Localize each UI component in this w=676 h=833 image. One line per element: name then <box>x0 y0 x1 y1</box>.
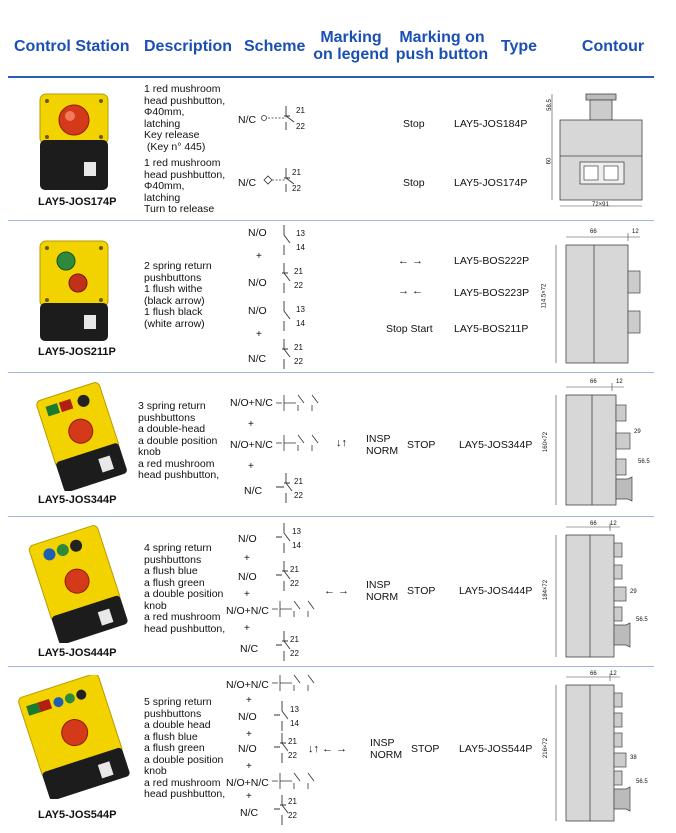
plus-sign: + <box>248 419 254 430</box>
table-row <box>0 78 676 220</box>
no-nc-contact-symbol <box>272 769 320 793</box>
model-label: LAY5-JOS344P <box>38 494 117 506</box>
terminal-number: 14 <box>290 719 299 728</box>
button-marking: STOP <box>411 743 440 755</box>
terminal-number: 14 <box>292 541 301 550</box>
description-text: 1 red mushroom head pushbutton, Φ40mm, latching Key release (Key n° 445) <box>144 83 226 153</box>
no-nc-contact-symbol <box>272 597 320 621</box>
dimension-label: 184×72 <box>543 579 550 601</box>
type-code: LAY5-JOS184P <box>454 118 528 130</box>
terminal-number: 22 <box>292 184 301 193</box>
legend-text: INSP <box>370 737 395 749</box>
button-marking: STOP <box>407 585 436 597</box>
contour-drawing <box>548 671 648 827</box>
legend-text: NORM <box>366 591 399 603</box>
terminal-number: 13 <box>290 705 299 714</box>
contact-tag: N/C <box>238 177 257 189</box>
contact-tag: N/O <box>248 277 267 289</box>
type-code: LAY5-JOS344P <box>459 439 533 451</box>
type-code: LAY5-JOS544P <box>459 743 533 755</box>
terminal-number: 22 <box>288 751 297 760</box>
plus-sign: + <box>256 251 262 262</box>
contact-tag: N/O+N/C <box>226 605 269 617</box>
table-row <box>0 517 676 666</box>
dimension-label: 216×72 <box>543 737 550 759</box>
dimension-label: 60 <box>546 157 553 165</box>
terminal-number: 13 <box>296 229 305 238</box>
model-label: LAY5-JOS544P <box>38 809 117 821</box>
contact-tag: N/O+N/C <box>226 777 269 789</box>
nc-contact-symbol <box>280 263 294 293</box>
contact-tag: N/C <box>240 643 259 655</box>
model-label: LAY5-JOS444P <box>38 647 117 659</box>
header-button-line2: push button <box>395 46 489 63</box>
terminal-number: 13 <box>292 527 301 536</box>
terminal-number: 22 <box>290 649 299 658</box>
nc-contact-symbol <box>280 339 294 369</box>
dimension-label: 56.5 <box>636 779 648 785</box>
contact-tag: N/C <box>240 807 259 819</box>
terminal-number: 21 <box>294 267 303 276</box>
plus-sign: + <box>248 461 254 472</box>
contact-tag: N/O+N/C <box>230 397 273 409</box>
contour-drawing <box>548 379 648 513</box>
terminal-number: 21 <box>288 797 297 806</box>
dimension-label: 29 <box>634 429 641 435</box>
no-nc-contact-symbol <box>276 391 324 415</box>
header-button-line1: Marking on <box>399 29 485 46</box>
terminal-number: 22 <box>294 281 303 290</box>
terminal-number: 21 <box>290 565 299 574</box>
contact-tag: N/O <box>238 711 257 723</box>
legend-arrows: ↓↑ ← → <box>308 743 348 755</box>
dimension-label: 12 <box>610 521 617 527</box>
terminal-number: 21 <box>292 168 301 177</box>
table-row <box>0 667 676 833</box>
dimension-label: 12 <box>610 671 617 677</box>
button-marking: Stop Start <box>386 323 433 335</box>
terminal-number: 22 <box>288 811 297 820</box>
dimension-label: 66 <box>590 521 597 527</box>
no-contact-symbol <box>280 225 294 255</box>
product-photo-jos211p <box>38 239 110 343</box>
no-contact-symbol <box>280 301 294 331</box>
contact-tag: N/O+N/C <box>226 679 269 691</box>
dimension-label: 72×91 <box>592 202 609 208</box>
plus-sign: + <box>246 791 252 802</box>
dimension-label: 58.5 <box>546 99 553 111</box>
terminal-number: 22 <box>294 491 303 500</box>
type-code: LAY5-BOS211P <box>454 323 529 335</box>
header-type: Type <box>500 38 538 55</box>
header-legend-line1: Marking <box>320 29 382 46</box>
contour-drawing <box>548 88 648 218</box>
contact-tag: N/O <box>248 227 267 239</box>
terminal-number: 21 <box>288 737 297 746</box>
model-label: LAY5-JOS211P <box>38 346 116 358</box>
dimension-label: 66 <box>590 379 597 385</box>
dimension-label: 66 <box>590 229 597 235</box>
header-control-station: Control Station <box>14 38 130 55</box>
dimension-label: 29 <box>630 589 637 595</box>
contour-drawing <box>548 229 648 369</box>
nc-turn-contact-symbol <box>262 166 310 194</box>
type-code: LAY5-BOS223P <box>454 287 530 299</box>
dimension-label: 66 <box>590 671 597 677</box>
no-contact-symbol <box>274 701 290 731</box>
header-scheme: Scheme <box>244 38 306 55</box>
arrow-marking: → ← <box>398 285 424 297</box>
contact-tag: N/O <box>238 571 257 583</box>
plus-sign: + <box>256 329 262 340</box>
plus-sign: + <box>244 553 250 564</box>
dimension-label: 38 <box>630 755 637 761</box>
terminal-number: 22 <box>294 357 303 366</box>
terminal-number: 13 <box>296 305 305 314</box>
terminal-number: 21 <box>294 343 303 352</box>
header-legend-line2: on legend <box>313 46 389 63</box>
contact-tag: N/C <box>238 114 257 126</box>
model-label: LAY5-JOS174P <box>38 196 117 208</box>
terminal-number: 21 <box>296 106 305 115</box>
plus-sign: + <box>244 589 250 600</box>
button-marking: Stop <box>403 118 425 130</box>
type-code: LAY5-JOS174P <box>454 177 528 189</box>
type-code: LAY5-JOS444P <box>459 585 533 597</box>
contact-tag: N/O <box>238 743 257 755</box>
legend-text: INSP <box>366 579 391 591</box>
dimension-label: 12 <box>632 229 639 235</box>
terminal-number: 14 <box>296 319 305 328</box>
contact-tag: N/O <box>238 533 257 545</box>
legend-text: NORM <box>366 445 399 457</box>
description-text: 1 red mushroom head pushbutton, Φ40mm, latching Turn to release <box>144 157 226 215</box>
header-contour: Contour <box>581 38 645 55</box>
table-row <box>0 221 676 372</box>
terminal-number: 14 <box>296 243 305 252</box>
nc-contact-symbol <box>276 473 296 503</box>
dimension-label: 114.5×72 <box>541 283 548 309</box>
header-description: Description <box>144 38 233 55</box>
product-photo-jos444p <box>26 525 130 643</box>
contact-tag: N/O+N/C <box>230 439 273 451</box>
button-marking: Stop <box>403 177 425 189</box>
description-text: 4 spring return pushbuttons a flush blue a flush green a double position knob a red mushroom head pushbutton, <box>144 542 226 635</box>
legend-text: INSP <box>366 433 391 445</box>
product-photo-jos344p <box>34 379 130 491</box>
plus-sign: + <box>246 729 252 740</box>
terminal-number: 22 <box>290 579 299 588</box>
contact-tag: N/O <box>248 305 267 317</box>
contact-tag: N/C <box>248 353 267 365</box>
contact-tag: N/C <box>244 485 263 497</box>
dimension-label: 56.5 <box>636 617 648 623</box>
terminal-number: 22 <box>296 122 305 131</box>
table-header <box>0 0 676 78</box>
type-code: LAY5-BOS222P <box>454 255 530 267</box>
description-text: 3 spring return pushbuttons a double-head a double position knob a red mushroom head pushbutton, <box>138 400 220 481</box>
dimension-label: 56.5 <box>638 459 650 465</box>
no-nc-contact-symbol <box>276 431 324 455</box>
plus-sign: + <box>244 623 250 634</box>
no-nc-contact-symbol <box>272 671 320 695</box>
button-marking: STOP <box>407 439 436 451</box>
dimension-label: 12 <box>616 379 623 385</box>
description-text: 5 spring return pushbuttons a double head a flush blue a flush green a double position knob a red mushroom head pushbutton, <box>144 696 226 800</box>
plus-sign: + <box>246 695 252 706</box>
legend-arrows: ← → <box>324 585 350 597</box>
terminal-number: 21 <box>290 635 299 644</box>
arrow-marking: ← → <box>398 255 424 267</box>
no-contact-symbol <box>276 523 292 553</box>
product-photo-jos544p <box>14 675 134 799</box>
legend-text: NORM <box>370 749 403 761</box>
dimension-label: 160×72 <box>543 431 550 453</box>
plus-sign: + <box>246 761 252 772</box>
description-text: 2 spring return pushbuttons 1 flush withe (black arrow) 1 flush black (white arrow) <box>144 260 212 330</box>
terminal-number: 21 <box>294 477 303 486</box>
product-photo-jos174p <box>38 92 110 192</box>
table-row <box>0 373 676 516</box>
legend-arrows: ↓↑ <box>336 437 347 449</box>
